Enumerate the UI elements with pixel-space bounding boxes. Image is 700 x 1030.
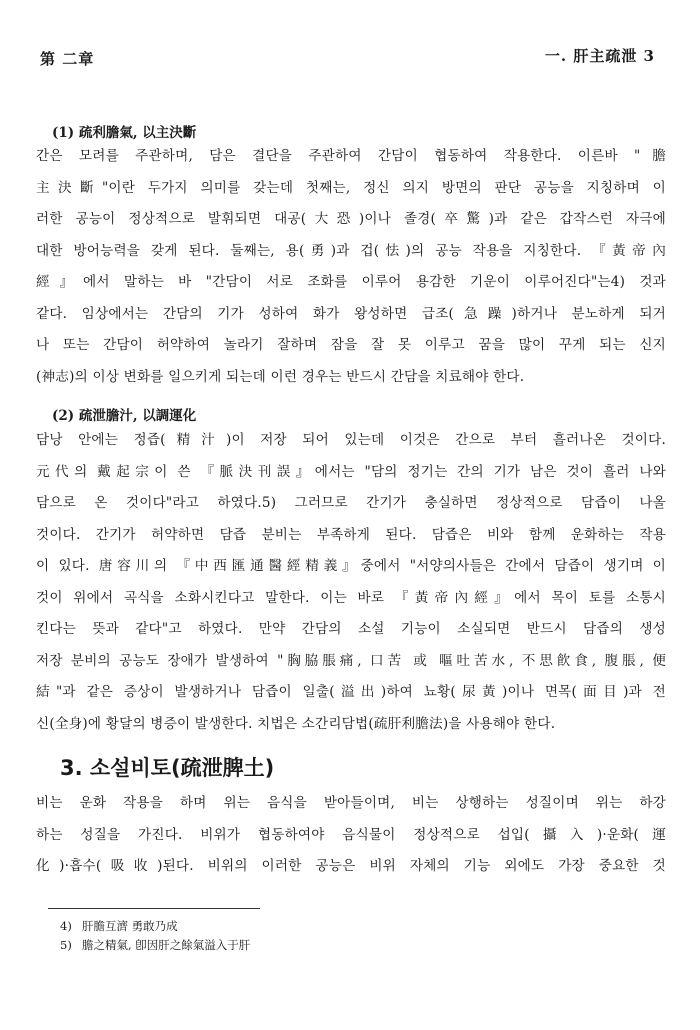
footnote-text: 膽之精氣, 卽因肝之餘氣溢入于肝 (82, 938, 251, 952)
paragraph-line: 비는 운화 작용을 하며 위는 음식을 받아들이며, 비는 상행하는 성질이며 위는 하강 (36, 795, 666, 811)
subsection-2-paragraph (36, 425, 666, 740)
paragraph-line: 대한 방어능력을 갖게 된다. 둘째는, 용(勇)과 겁(怯)의 공능 작용을 지칭한다. 『黃帝內 (36, 242, 666, 259)
section-3-heading: 3. 소설비토(疏泄脾土) (60, 756, 275, 780)
subsection-1-paragraph (36, 141, 666, 393)
paragraph-line: 러한 공능이 정상적으로 발휘되면 대공(大恐)이나 졸경(卒驚)과 같은 갑작스런 자극에 (36, 211, 666, 227)
paragraph-line: 간은 모려를 주관하며, 담은 결단을 주관하여 간담이 협동하여 작용한다. 이른바 "膽 (36, 148, 666, 164)
paragraph-line: 같다. 임상에서는 간담의 기가 성하여 화가 왕성하면 급조(急躁)하거나 분노하게 되거 (36, 305, 666, 322)
paragraph-line: (神志)의 이상 변화를 일으키게 되는데 이런 경우는 반드시 간담을 치료해야 한다. (36, 368, 525, 385)
subsection-1-heading: (1) 疏利膽氣, 以主決斷 (52, 125, 197, 141)
paragraph-line: 이 있다. 唐容川의 『中西匯通醫經精義』중에서 "서양의사들은 간에서 담즙이 생기며 이 (36, 558, 666, 574)
footnote-text: 肝膽互濟 勇敢乃成 (82, 919, 178, 933)
paragraph-line: 主決斷"이란 두가지 의미를 갖는데 첫째는, 정신 의지 방면의 판단 공능을 지칭하며 이 (36, 179, 666, 196)
paragraph-line: 킨다는 뜻과 같다"고 하였다. 만약 간담의 소설 기능이 소실되면 반드시 담즙의 생성 (36, 621, 666, 637)
paragraph-line: 元代의 戴起宗이 쓴 『脈決刊誤』에서는 "담의 정기는 간의 기가 남은 것이 흘러 나와 (36, 463, 666, 480)
paragraph-line: 經』에서 말하는 바 "간담이 서로 조화를 이루어 용감한 기운이 이루어진다"는4) 것과 (36, 274, 666, 290)
subsection-2-heading: (2) 疏泄膽汁, 以調運化 (52, 408, 197, 424)
footnotes (60, 917, 250, 955)
footnote-number: 5) (60, 938, 72, 952)
paragraph-line: 신(全身)에 황달의 병증이 발생한다. 치법은 소간리담법(疏肝利膽法)을 사용해야 한다. (36, 715, 556, 732)
section-3-paragraph (36, 788, 666, 883)
section-page-header: 一. 肝主疏泄 3 (544, 47, 655, 65)
paragraph-line: 것이다. 간기가 허약하면 담즙 분비는 부족하게 된다. 담즙은 비와 함께 운화하는 작용 (36, 526, 666, 543)
chapter-header: 第 二章 (40, 50, 95, 68)
paragraph-line: 것이 위에서 곡식을 소화시킨다고 말한다. 이는 바로 『黃帝內經』에서 목이 토를 소통시 (36, 589, 666, 606)
paragraph-line: 하는 성질을 가진다. 비위가 협동하여야 음식물이 정상적으로 섭입(攝入)·운화(運 (36, 826, 666, 843)
paragraph-line: 結"과 같은 증상이 발생하거나 담즙이 일출(溢出)하여 뇨황(尿黃)이나 면목(面目)과 전 (36, 684, 666, 700)
footnote (60, 936, 250, 955)
paragraph-line: 化)·흡수(吸收)된다. 비위의 이러한 공능은 비위 자체의 기능 외에도 가장 중요한 것 (36, 858, 666, 874)
footnote-number: 4) (60, 919, 72, 933)
paragraph-line: 나 또는 간담이 허약하여 놀라기 잘하며 잠을 잘 못 이루고 꿈을 많이 꾸게 되는 신지 (36, 337, 666, 353)
footnote-divider (48, 908, 260, 909)
footnote (60, 917, 250, 936)
paragraph-line: 담으로 온 것이다"라고 하였다.5) 그러므로 간기가 충실하면 정상적으로 담즙이 나올 (36, 495, 666, 511)
paragraph-line: 저장 분비의 공능도 장애가 발생하여 "胸脇脹痛, 口苦 或 嘔吐苦水, 不思飮食, 腹脹, 便 (36, 652, 666, 669)
paragraph-line: 담낭 안에는 정즙(精汁)이 저장 되어 있는데 이것은 간으로 부터 흘러나온 것이다. (36, 432, 666, 448)
